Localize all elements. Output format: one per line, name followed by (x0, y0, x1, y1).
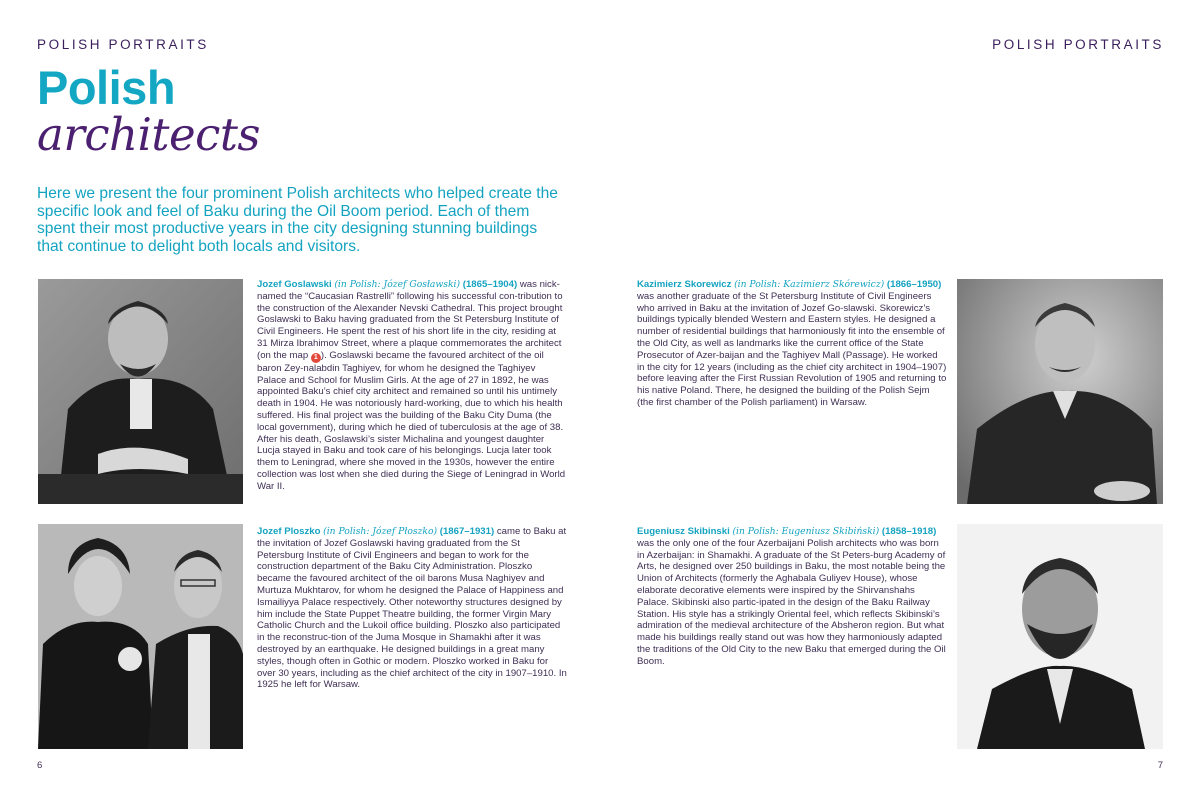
page-title-line2: architects (37, 108, 261, 161)
architect-polish-name: (in Polish: Józef Gosławski) (334, 279, 461, 290)
bio-ploszko (257, 526, 567, 691)
architect-polish-name: (in Polish: Kazimierz Skórewicz) (734, 279, 885, 290)
architect-bio-text: came to Baku at the invitation of Jozef Goslawski having graduated from the St Petersburg Institute of Civil Engineers and began to work for the construction department of the Baku City Administration. Ploszko became the favoured architect of the oil barons Musa Naghiyev and Murtuza Mukhtarov, for whom he designed the Palace of Happiness and Ismailiyya Palace respectively. Other noteworthy structures designed by him include the State Puppet Theatre building, the former Virgin Mary Catholic Church and the Lukoil office building. Ploszko also participated in the reconstruc-tion of the Juma Mosque in Shamakhi after it was destroyed by an earthquake. He designed buildings in a great many styles, though often in Gothic or modern. Ploszko worked in Baku for over 30 years, including as the chief architect of the city in 1907–1910. In 1925 he left for Warsaw. (257, 526, 567, 691)
architect-years: (1858–1918) (881, 526, 937, 537)
architect-years: (1866–1950) (886, 279, 942, 290)
architect-years: (1865–1904) (462, 279, 518, 290)
architect-years: (1867–1931) (439, 526, 495, 537)
architect-name: Kazimierz Skorewicz (637, 279, 732, 290)
architect-bio-text: was the only one of the four Azerbaijani Polish architects who was born in Azerbaijan: in Shamakhi. A graduate of the St Peters-burg Academy of Arts, he designed over 250 buildings in Baku, the most notable being the Union of Architects (formerly the Aghabala Guliyev House), whose elaborate decorative elements were inspired by the Shirvanshahs Palace. Skibinski also partic-ipated in the design of the Baku Railway Station. His style has a strikingly Oriental feel, which reflects Skibinski’s admiration of the medieval architecture of the Absheron region. But what made his buildings really stand out was how they harmoniously adapted the traditions of the Old City to the new Baku that emerged during the Oil Boom. (637, 537, 946, 667)
portrait-ploszko (38, 524, 243, 749)
architect-polish-name: (in Polish: Józef Płoszko) (323, 526, 438, 537)
architect-bio-text: was nick-named the “Caucasian Rastrelli” following his successful con-tribution to the construction of the Alexander Nevski Cathedral. This project brought Goslawski to Baku having graduated from the St Petersburg Institute of Civil Engineers. He spent the rest of his short life in the city, residing at 31 Mirza Ibrahimov Street, where a plaque commemorates the architect (on the map (257, 279, 563, 361)
bio-goslawski (257, 279, 567, 493)
portrait-skorewicz (957, 279, 1163, 504)
portrait-goslawski (38, 279, 243, 504)
architect-bio-text: was another graduate of the St Petersburg Institute of Civil Engineers who arrived in Baku at the invitation of Jozef Go-slawski. Skorewicz’s buildings typically blended Western and Eastern styles. He designed a number of residential buildings that harmoniously fit into the ensemble of the Old City, as well as landmarks like the current office of the State Prosecutor of Azer-baijan and the Taghiyev Mall (Passage). He worked in the city for 12 years (including as the chief city architect in 1904–1907) before leaving after the First Russian Revolution of 1905 and returning to his native Poland. There, he designed the building of the Polish Sejm (the first chamber of the Polish parliament) in Warsaw. (637, 290, 947, 408)
page-title-line1: Polish (37, 61, 176, 114)
architect-bio-text-cont: ). Goslawski became the favoured architect of the oil baron Zey-nalabdin Taghiyev, for whom he designed the Taghiyev Palace and School for Muslim Girls. At the age of 27 in 1892, he was appointed Baku’s chief city architect and remained so until his untimely death in 1904. He was notoriously hard-working, due to which his health suffered. His final project was the building of the Baku City Duma (the local government), during which he died of tuberculosis at the age of 38. After his death, Goslawski’s sister Michalina and youngest daughter Lucja stayed in Baku and took care of his belongings. Lucja later took them to Leningrad, where she moved in the 1930s, however the entire collection was lost when she died during the Siege of Leningrad in World War II. (257, 349, 566, 492)
running-head-left: POLISH PORTRAITS (37, 37, 209, 52)
map-marker-icon: 1 (311, 353, 321, 363)
page-number-left: 6 (37, 760, 43, 771)
architect-polish-name: (in Polish: Eugeniusz Skibiński) (732, 526, 880, 537)
page-number-right: 7 (1157, 760, 1163, 771)
portrait-skibinski (957, 524, 1163, 749)
bio-skibinski (637, 526, 947, 668)
architect-name: Jozef Goslawski (257, 279, 332, 290)
architect-name: Eugeniusz Skibinski (637, 526, 730, 537)
intro-paragraph: Here we present the four prominent Polish architects who helped create the specific look and feel of Baku during the Oil Boom period. Each of them spent their most productive years in the city designing stunning buildings that continue to delight both locals and visitors. (37, 185, 558, 255)
bio-skorewicz (637, 279, 947, 409)
architect-name: Jozef Ploszko (257, 526, 321, 537)
running-head-right: POLISH PORTRAITS (992, 37, 1164, 52)
